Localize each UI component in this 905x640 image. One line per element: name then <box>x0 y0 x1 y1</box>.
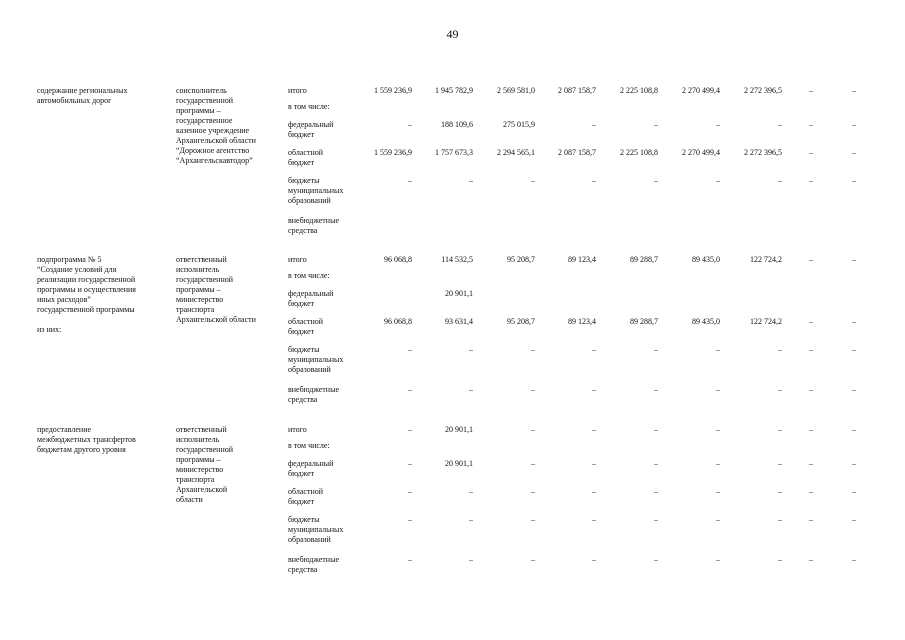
value-cell: 114 532,5 <box>441 255 473 264</box>
value-cell: – <box>592 120 596 129</box>
value-cell: – <box>592 487 596 496</box>
value-cell: – <box>654 515 658 524</box>
value-cell: 95 208,7 <box>507 317 535 326</box>
value-cell: – <box>852 148 856 157</box>
value-cell: – <box>809 148 813 157</box>
executor-line: государственное <box>176 116 233 125</box>
funding-source-label <box>288 441 364 451</box>
value-cell: – <box>469 487 473 496</box>
funding-source-line: бюджет <box>288 497 315 506</box>
value-cell: – <box>778 459 782 468</box>
value-cell: – <box>852 555 856 564</box>
funding-source-line: образований <box>288 535 331 544</box>
funding-source-line: федеральный <box>288 289 334 298</box>
value-cell: – <box>531 385 535 394</box>
value-cell: 1 757 673,3 <box>435 148 473 157</box>
value-cell: – <box>654 555 658 564</box>
value-cell: – <box>852 176 856 185</box>
value-cell: 2 087 158,7 <box>558 148 596 157</box>
executor-line: программы – <box>176 285 221 294</box>
value-cell: – <box>531 555 535 564</box>
program-name-line: реализации государственной <box>37 275 136 284</box>
value-cell: – <box>852 255 856 264</box>
value-cell: – <box>852 317 856 326</box>
value-cell: 95 208,7 <box>507 255 535 264</box>
funding-source-line: бюджеты <box>288 515 320 524</box>
funding-source-line: средства <box>288 226 318 235</box>
executor-line: Архангельской области <box>176 136 256 145</box>
value-cell: – <box>469 385 473 394</box>
value-cell: – <box>531 487 535 496</box>
program-name-line: межбюджетных трансфертов <box>37 435 136 444</box>
value-cell: – <box>592 385 596 394</box>
value-cell: – <box>408 120 412 129</box>
funding-source-line: в том числе: <box>288 102 330 111</box>
value-cell: 89 435,0 <box>692 317 720 326</box>
program-name-line: государственной программы <box>37 305 135 314</box>
value-cell: 96 068,8 <box>384 255 412 264</box>
executor-line: государственной <box>176 445 234 454</box>
value-cell: – <box>852 515 856 524</box>
executor-line: “Архангельскавтодор” <box>176 156 253 165</box>
program-name-line: из них: <box>37 325 62 334</box>
executor-line: исполнитель <box>176 265 220 274</box>
value-cell: – <box>654 487 658 496</box>
table-row <box>0 515 905 544</box>
executor-line: министерство <box>176 465 224 474</box>
page-number: 49 <box>446 27 459 41</box>
executor-line: Архангельской области <box>176 315 256 324</box>
funding-source-line: бюджет <box>288 327 315 336</box>
value-cell: – <box>531 515 535 524</box>
value-cell: – <box>716 120 720 129</box>
executor-line: Архангельской <box>176 485 228 494</box>
value-cell: – <box>531 459 535 468</box>
value-cell: – <box>592 425 596 434</box>
value-cell: – <box>716 425 720 434</box>
value-cell: – <box>469 176 473 185</box>
value-cell: – <box>408 385 412 394</box>
value-cell: – <box>654 345 658 354</box>
value-cell: – <box>852 120 856 129</box>
executor-line: программы – <box>176 455 221 464</box>
table-row <box>0 120 905 146</box>
value-cell: 89 123,4 <box>568 317 596 326</box>
value-cell: 89 123,4 <box>568 255 596 264</box>
value-cell: 275 015,9 <box>503 120 535 129</box>
value-cell: – <box>716 345 720 354</box>
value-cell: – <box>469 515 473 524</box>
value-cell: – <box>778 120 782 129</box>
value-cell: – <box>716 385 720 394</box>
table-row <box>0 176 905 205</box>
value-cell: – <box>809 345 813 354</box>
value-cell: 2 272 396,5 <box>744 148 782 157</box>
value-cell: – <box>408 555 412 564</box>
value-cell: – <box>809 86 813 95</box>
table-row <box>0 385 905 411</box>
value-cell: – <box>852 459 856 468</box>
funding-source-line: итого <box>288 86 307 95</box>
value-cell: – <box>716 459 720 468</box>
value-cell: 89 288,7 <box>630 255 658 264</box>
value-cell: – <box>654 176 658 185</box>
value-cell: – <box>852 425 856 434</box>
value-cell: – <box>809 487 813 496</box>
funding-source-line: итого <box>288 425 307 434</box>
funding-source-line: в том числе: <box>288 271 330 280</box>
value-cell: – <box>654 120 658 129</box>
value-cell: – <box>809 555 813 564</box>
funding-source-line: бюджет <box>288 130 315 139</box>
value-cell: – <box>408 425 412 434</box>
value-cell: – <box>809 317 813 326</box>
value-cell: 93 631,4 <box>445 317 473 326</box>
value-cell: – <box>778 425 782 434</box>
funding-source-line: образований <box>288 365 331 374</box>
value-cell: 1 559 236,9 <box>374 86 412 95</box>
funding-source-line: областной <box>288 487 324 496</box>
value-cell: – <box>809 459 813 468</box>
executor-line: ответственный <box>176 255 227 264</box>
value-cell: – <box>809 515 813 524</box>
program-name-line: содержание региональных <box>37 86 128 95</box>
funding-source-line: в том числе: <box>288 441 330 450</box>
value-cell: – <box>592 176 596 185</box>
funding-source-label <box>288 102 364 112</box>
funding-source-line: средства <box>288 395 318 404</box>
program-name-line: предоставление <box>37 425 92 434</box>
value-cell: – <box>809 385 813 394</box>
executor-line: министерство <box>176 295 224 304</box>
value-cell: – <box>852 86 856 95</box>
value-cell: – <box>531 176 535 185</box>
executor-line: соисполнитель <box>176 86 227 95</box>
funding-source-line: муниципальных <box>288 355 344 364</box>
value-cell: 122 724,2 <box>750 255 782 264</box>
value-cell: 2 272 396,5 <box>744 86 782 95</box>
executor-line: области <box>176 495 203 504</box>
value-cell: – <box>408 487 412 496</box>
value-cell: – <box>852 385 856 394</box>
table-row <box>0 345 905 374</box>
value-cell: – <box>716 487 720 496</box>
table-row <box>0 555 905 581</box>
value-cell: 2 569 581,0 <box>497 86 535 95</box>
value-cell: – <box>716 515 720 524</box>
funding-source-line: бюджет <box>288 299 315 308</box>
value-cell: – <box>592 459 596 468</box>
funding-source-line: бюджет <box>288 158 315 167</box>
funding-source-label <box>288 216 364 236</box>
value-cell: – <box>531 345 535 354</box>
value-cell: – <box>778 555 782 564</box>
executor-line: исполнитель <box>176 435 220 444</box>
program-name-line: программы и осуществления <box>37 285 136 294</box>
value-cell: 20 901,1 <box>445 425 473 434</box>
value-cell: 20 901,1 <box>445 459 473 468</box>
program-name-line: автомобильных дорог <box>37 96 112 105</box>
funding-source-label <box>288 271 364 281</box>
table-row <box>0 289 905 315</box>
value-cell: – <box>654 385 658 394</box>
value-cell: – <box>778 487 782 496</box>
funding-source-line: итого <box>288 255 307 264</box>
value-cell: 89 435,0 <box>692 255 720 264</box>
value-cell: – <box>592 345 596 354</box>
value-cell: – <box>778 345 782 354</box>
value-cell: – <box>716 555 720 564</box>
funding-source-line: бюджет <box>288 469 315 478</box>
value-cell: 122 724,2 <box>750 317 782 326</box>
value-cell: 89 288,7 <box>630 317 658 326</box>
funding-source-line: федеральный <box>288 120 334 129</box>
value-cell: – <box>809 425 813 434</box>
funding-source-line: областной <box>288 317 324 326</box>
value-cell: – <box>531 425 535 434</box>
value-cell: 2 225 108,8 <box>620 148 658 157</box>
funding-source-line: внебюджетные <box>288 555 339 564</box>
value-cell: 1 559 236,9 <box>374 148 412 157</box>
table-row <box>0 216 905 242</box>
funding-source-line: образований <box>288 196 331 205</box>
value-cell: – <box>654 459 658 468</box>
value-cell: 1 945 782,9 <box>435 86 473 95</box>
executor-line: транспорта <box>176 305 215 314</box>
table-row <box>0 148 905 174</box>
funding-source-line: внебюджетные <box>288 385 339 394</box>
value-cell: – <box>852 487 856 496</box>
funding-source-label <box>288 289 364 309</box>
value-cell: 2 270 499,4 <box>682 148 720 157</box>
value-cell: – <box>778 515 782 524</box>
executor-line: ответственный <box>176 425 227 434</box>
value-cell: 2 225 108,8 <box>620 86 658 95</box>
funding-source-line: бюджеты <box>288 345 320 354</box>
value-cell: 96 068,8 <box>384 317 412 326</box>
value-cell: – <box>408 515 412 524</box>
funding-source-line: средства <box>288 565 318 574</box>
value-cell: – <box>408 176 412 185</box>
funding-source-line: внебюджетные <box>288 216 339 225</box>
funding-source-line: областной <box>288 148 324 157</box>
table-row <box>0 459 905 485</box>
program-name-line: подпрограмма № 5 <box>37 255 102 264</box>
value-cell: 2 294 565,1 <box>497 148 535 157</box>
program-name-line: иных расходов” <box>37 295 91 304</box>
value-cell: – <box>469 555 473 564</box>
value-cell: – <box>778 385 782 394</box>
value-cell: – <box>809 255 813 264</box>
executor-line: государственной <box>176 275 234 284</box>
value-cell: – <box>654 425 658 434</box>
value-cell: 20 901,1 <box>445 289 473 298</box>
executor-line: транспорта <box>176 475 215 484</box>
value-cell: – <box>408 459 412 468</box>
program-name-line: “Создание условий для <box>37 265 117 274</box>
funding-source-line: бюджеты <box>288 176 320 185</box>
executor-line: программы – <box>176 106 221 115</box>
table-row <box>0 487 905 513</box>
value-cell: – <box>716 176 720 185</box>
executor-line: государственной <box>176 96 234 105</box>
value-cell: – <box>809 120 813 129</box>
value-cell: 188 109,6 <box>441 120 473 129</box>
executor-line: “Дорожное агентство <box>176 146 250 155</box>
program-name-line: бюджетам другого уровня <box>37 445 126 454</box>
value-cell: – <box>592 555 596 564</box>
value-cell: – <box>809 176 813 185</box>
executor-line: казенное учреждение <box>176 126 250 135</box>
funding-source-line: федеральный <box>288 459 334 468</box>
value-cell: – <box>852 345 856 354</box>
value-cell: – <box>778 176 782 185</box>
value-cell: – <box>469 345 473 354</box>
value-cell: 2 270 499,4 <box>682 86 720 95</box>
value-cell: – <box>592 515 596 524</box>
funding-source-line: муниципальных <box>288 186 344 195</box>
value-cell: 2 087 158,7 <box>558 86 596 95</box>
table-row <box>0 317 905 343</box>
value-cell: – <box>408 345 412 354</box>
funding-source-line: муниципальных <box>288 525 344 534</box>
